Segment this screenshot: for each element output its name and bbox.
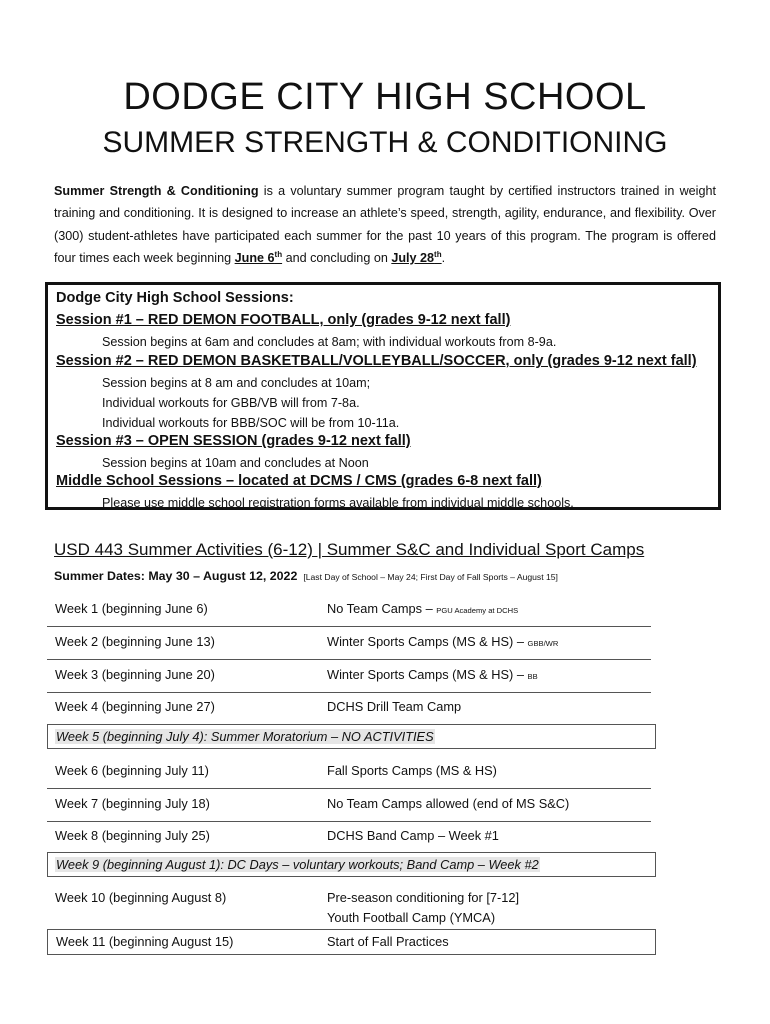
summer-dates <box>54 569 558 583</box>
week-label: Week 7 (beginning July 18) <box>55 796 210 811</box>
week-activity: Start of Fall Practices <box>327 934 449 949</box>
session-2-detail-2: Individual workouts for GBB/VB will from 7-8a. <box>102 396 360 410</box>
week-row <box>47 790 651 822</box>
week-label: Week 1 (beginning June 6) <box>55 601 208 616</box>
summer-dates-label: Summer Dates: May 30 – August 12, 2022 <box>54 569 298 583</box>
week-row <box>47 884 651 928</box>
session-1-detail: Session begins at 6am and concludes at 8am; with individual workouts from 8-9a. <box>102 335 557 349</box>
week-row <box>47 693 651 725</box>
session-3-title: Session #3 – OPEN SESSION (grades 9-12 next fall) <box>56 433 411 449</box>
week-label: Week 2 (beginning June 13) <box>55 634 215 649</box>
week-9-label: Week 9 (beginning August 1): DC Days – voluntary workouts; Band Camp – Week #2 <box>56 857 539 872</box>
week-row <box>47 822 651 854</box>
week-11-row <box>47 929 656 955</box>
week-9-row <box>47 852 656 877</box>
week-activity: Pre-season conditioning for [7-12] <box>327 890 520 905</box>
session-3-detail: Session begins at 10am and concludes at Noon <box>102 456 369 470</box>
week-activity: DCHS Band Camp – Week #1 <box>327 828 499 843</box>
intro-text-2: and concluding on <box>282 251 392 266</box>
sessions-heading: Dodge City High School Sessions: <box>56 290 294 306</box>
middle-school-title: Middle School Sessions – located at DCMS / CMS (grades 6-8 next fall) <box>56 473 542 489</box>
week-activity: Fall Sports Camps (MS & HS) <box>327 763 497 778</box>
week-label: Week 8 (beginning July 25) <box>55 828 210 843</box>
week-row <box>47 595 651 627</box>
intro-text-1: is a voluntary summer program taught by certified instructors trained in weight training and conditioning. It is designed to increase an athlete’s speed, strength, agility, endurance, and flexibility. Over (300) student-athletes have participated each summer for the past 10 years of this program. The program is offered four times each week beginning <box>54 184 716 266</box>
page-subtitle: SUMMER STRENGTH & CONDITIONING <box>102 126 668 159</box>
week-label: Week 3 (beginning June 20) <box>55 667 215 682</box>
session-1-title: Session #1 – RED DEMON FOOTBALL, only (grades 9-12 next fall) <box>56 312 511 328</box>
week-label: Week 4 (beginning June 27) <box>55 699 215 714</box>
week-activity: DCHS Drill Team Camp <box>327 699 462 714</box>
week-label: Week 6 (beginning July 11) <box>55 763 209 778</box>
session-2-detail-3: Individual workouts for BBB/SOC will be from 10-11a. <box>102 416 400 430</box>
session-2-detail-1: Session begins at 8 am and concludes at 10am; <box>102 376 371 390</box>
week-row <box>47 661 651 693</box>
week-row <box>47 757 651 789</box>
week-activity: No Team Camps allowed (end of MS S&C) <box>327 796 570 811</box>
end-date: July 28th <box>391 250 442 266</box>
start-date: June 6th <box>234 250 283 266</box>
week-5-moratorium-row <box>47 724 656 749</box>
session-2-title: Session #2 – RED DEMON BASKETBALL/VOLLEYBALL/SOCCER, only (grades 9-12 next fall) <box>56 353 697 369</box>
week-activity: Winter Sports Camps (MS & HS) – BB <box>327 667 538 682</box>
summer-dates-note: [Last Day of School – May 24; First Day of Fall Sports – August 15] <box>303 572 558 582</box>
activities-heading: USD 443 Summer Activities (6-12) | Summer S&C and Individual Sport Camps <box>54 540 645 559</box>
week-activity: No Team Camps – PGU Academy at DCHS <box>327 601 519 616</box>
week-label: Week 11 (beginning August 15) <box>56 934 234 949</box>
intro-text-3: . <box>441 251 446 266</box>
week-activity: Winter Sports Camps (MS & HS) – GBB/WR <box>327 634 559 649</box>
intro-bold-lead: Summer Strength & Conditioning <box>54 184 259 198</box>
middle-school-detail: Please use middle school registration forms available from individual middle schools. <box>102 496 574 510</box>
intro-paragraph <box>54 180 716 270</box>
week-5-label: Week 5 (beginning July 4): Summer Moratorium – NO ACTIVITIES <box>56 729 434 744</box>
page-title: DODGE CITY HIGH SCHOOL <box>123 76 647 118</box>
week-label: Week 10 (beginning August 8) <box>55 890 227 905</box>
week-row <box>47 628 651 660</box>
week-activity-2: Youth Football Camp (YMCA) <box>327 910 496 925</box>
sessions-box <box>45 282 721 510</box>
